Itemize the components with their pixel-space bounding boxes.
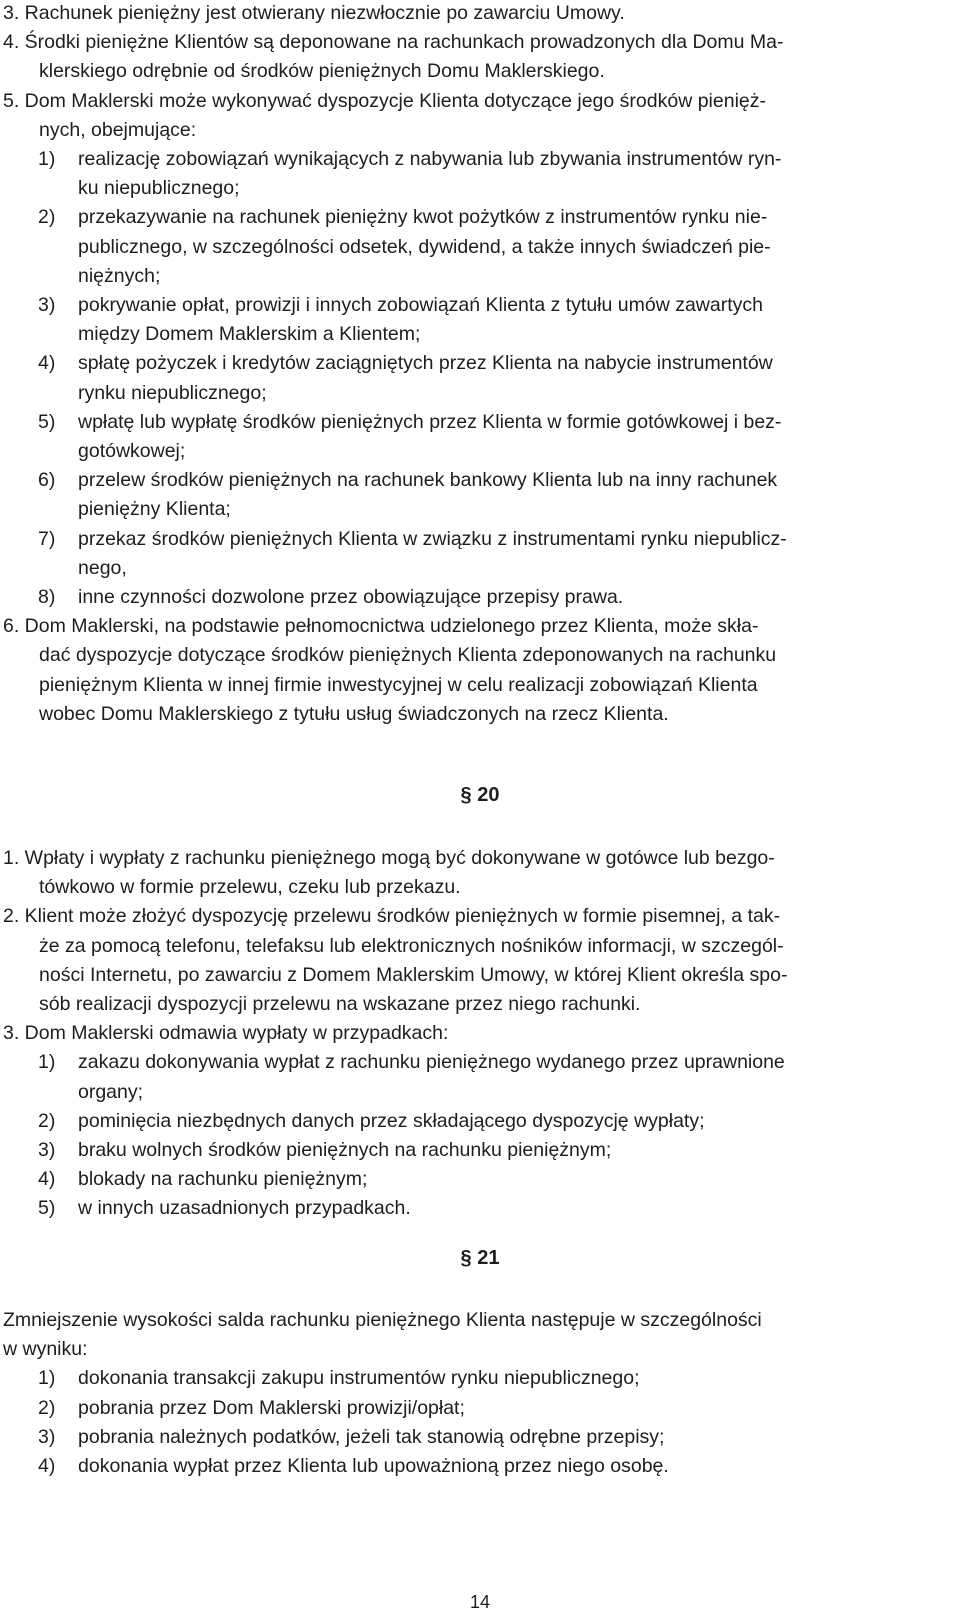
list-item-text: dokonania transakcji zakupu instrumentów rynku niepublicznego; xyxy=(78,1367,640,1390)
list-number: 3) xyxy=(38,294,56,316)
list-item-text: publicznego, w szczególności odsetek, dywidend, a także innych świadczeń pie- xyxy=(78,235,771,258)
list-item-text: pobrania przez Dom Maklerski prowizji/opłat; xyxy=(78,1396,465,1419)
list-item-text: rynku niepublicznego; xyxy=(78,381,267,404)
paragraph-line: 5. Dom Maklerski może wykonywać dyspozycje Klienta dotyczące jego środków pienięż- xyxy=(3,89,766,112)
paragraph-line: ności Internetu, po zawarciu z Domem Maklerskim Umowy, w której Klient określa spo- xyxy=(39,963,788,986)
list-item-text: niężnych; xyxy=(78,264,161,287)
list-number: 4) xyxy=(38,352,56,375)
paragraph-line: że za pomocą telefonu, telefaksu lub elektronicznych nośników informacji, w szczegól- xyxy=(39,934,784,957)
list-number: 5) xyxy=(38,1197,56,1220)
list-item-text: przelew środków pieniężnych na rachunek bankowy Klienta lub na inny rachunek xyxy=(78,469,778,492)
paragraph-line: 1. Wpłaty i wypłaty z rachunku pieniężnego mogą być dokonywane w gotówce lub bezgo- xyxy=(3,847,775,869)
paragraph-line: 3. Rachunek pieniężny jest otwierany niezwłocznie po zawarciu Umowy. xyxy=(3,2,625,24)
paragraph-line: sób realizacji dyspozycji przelewu na wskazane przez niego rachunki. xyxy=(39,993,641,1015)
list-number: 4) xyxy=(38,1455,56,1477)
paragraph-line: tówkowo w formie przelewu, czeku lub przekazu. xyxy=(39,876,461,899)
list-item-text: w innych uzasadnionych przypadkach. xyxy=(78,1197,411,1220)
list-number: 5) xyxy=(38,410,56,433)
paragraph-line: klerskiego odrębnie od środków pieniężnych Domu Maklerskiego. xyxy=(39,60,605,83)
list-number: 7) xyxy=(38,527,56,550)
paragraph-line: 6. Dom Maklerski, na podstawie pełnomocnictwa udzielonego przez Klienta, może skła- xyxy=(3,615,759,638)
list-item-text: dokonania wypłat przez Klienta lub upoważnioną przez niego osobę. xyxy=(78,1455,669,1477)
list-number: 2) xyxy=(38,1109,56,1132)
list-number: 4) xyxy=(38,1168,56,1191)
list-item-text: nego, xyxy=(78,556,127,579)
list-item-text: braku wolnych środków pieniężnych na rachunku pieniężnym; xyxy=(78,1139,612,1161)
list-number: 8) xyxy=(38,586,56,608)
list-item-text: pieniężny Klienta; xyxy=(78,498,231,521)
paragraph-line: 3. Dom Maklerski odmawia wypłaty w przypadkach: xyxy=(3,1022,449,1045)
list-item-text: gotówkowej; xyxy=(78,440,186,462)
list-item-text: przekazywanie na rachunek pieniężny kwot pożytków z instrumentów rynku nie- xyxy=(78,206,768,229)
section-heading: § 20 xyxy=(460,784,500,806)
list-item-text: realizację zobowiązań wynikających z nabywania lub zbywania instrumentów ryn- xyxy=(78,148,782,170)
list-item-text: organy; xyxy=(78,1080,144,1103)
paragraph-line: pieniężnym Klienta w innej firmie inwestycyjnej w celu realizacji zobowiązań Klienta xyxy=(39,673,758,696)
list-item-text: spłatę pożyczek i kredytów zaciągniętych przez Klienta na nabycie instrumentów xyxy=(78,352,773,375)
list-item-text: pominięcia niezbędnych danych przez składającego dyspozycję wypłaty; xyxy=(78,1109,705,1132)
list-number: 2) xyxy=(38,1396,56,1419)
list-item-text: wpłatę lub wypłatę środków pieniężnych przez Klienta w formie gotówkowej i bez- xyxy=(78,410,782,433)
list-item-text: inne czynności dozwolone przez obowiązujące przepisy prawa. xyxy=(78,586,624,608)
list-item-text: przekaz środków pieniężnych Klienta w związku z instrumentami rynku niepublicz- xyxy=(78,527,787,550)
paragraph-line: dać dyspozycje dotyczące środków pieniężnych Klienta zdeponowanych na rachunku xyxy=(39,644,777,667)
page-number: 14 xyxy=(469,1592,491,1612)
paragraph-line: 4. Środki pieniężne Klientów są deponowane na rachunkach prowadzonych dla Domu Ma- xyxy=(3,31,784,54)
paragraph-line: nych, obejmujące: xyxy=(39,118,197,141)
paragraph-line: Zmniejszenie wysokości salda rachunku pieniężnego Klienta następuje w szczególności xyxy=(3,1309,762,1331)
list-number: 6) xyxy=(38,469,56,492)
list-number: 1) xyxy=(38,1051,56,1074)
list-item-text: blokady na rachunku pieniężnym; xyxy=(78,1168,368,1191)
list-item-text: ku niepublicznego; xyxy=(78,177,240,200)
list-number: 1) xyxy=(38,1367,56,1390)
paragraph-line: w wyniku: xyxy=(3,1338,88,1361)
list-number: 2) xyxy=(38,206,56,229)
list-item-text: między Domem Maklerskim a Klientem; xyxy=(78,323,421,346)
section-heading: § 21 xyxy=(460,1247,500,1269)
list-number: 3) xyxy=(38,1139,56,1161)
list-item-text: zakazu dokonywania wypłat z rachunku pieniężnego wydanego przez uprawnione xyxy=(78,1051,785,1074)
list-number: 1) xyxy=(38,148,56,170)
paragraph-line: 2. Klient może złożyć dyspozycję przelewu środków pieniężnych w formie pisemnej, a tak- xyxy=(3,905,781,928)
list-item-text: pokrywanie opłat, prowizji i innych zobowiązań Klienta z tytułu umów zawartych xyxy=(78,294,763,316)
list-number: 3) xyxy=(38,1425,56,1448)
paragraph-line: wobec Domu Maklerskiego z tytułu usług świadczonych na rzecz Klienta. xyxy=(39,702,669,725)
list-item-text: pobrania należnych podatków, jeżeli tak stanowią odrębne przepisy; xyxy=(78,1425,665,1448)
